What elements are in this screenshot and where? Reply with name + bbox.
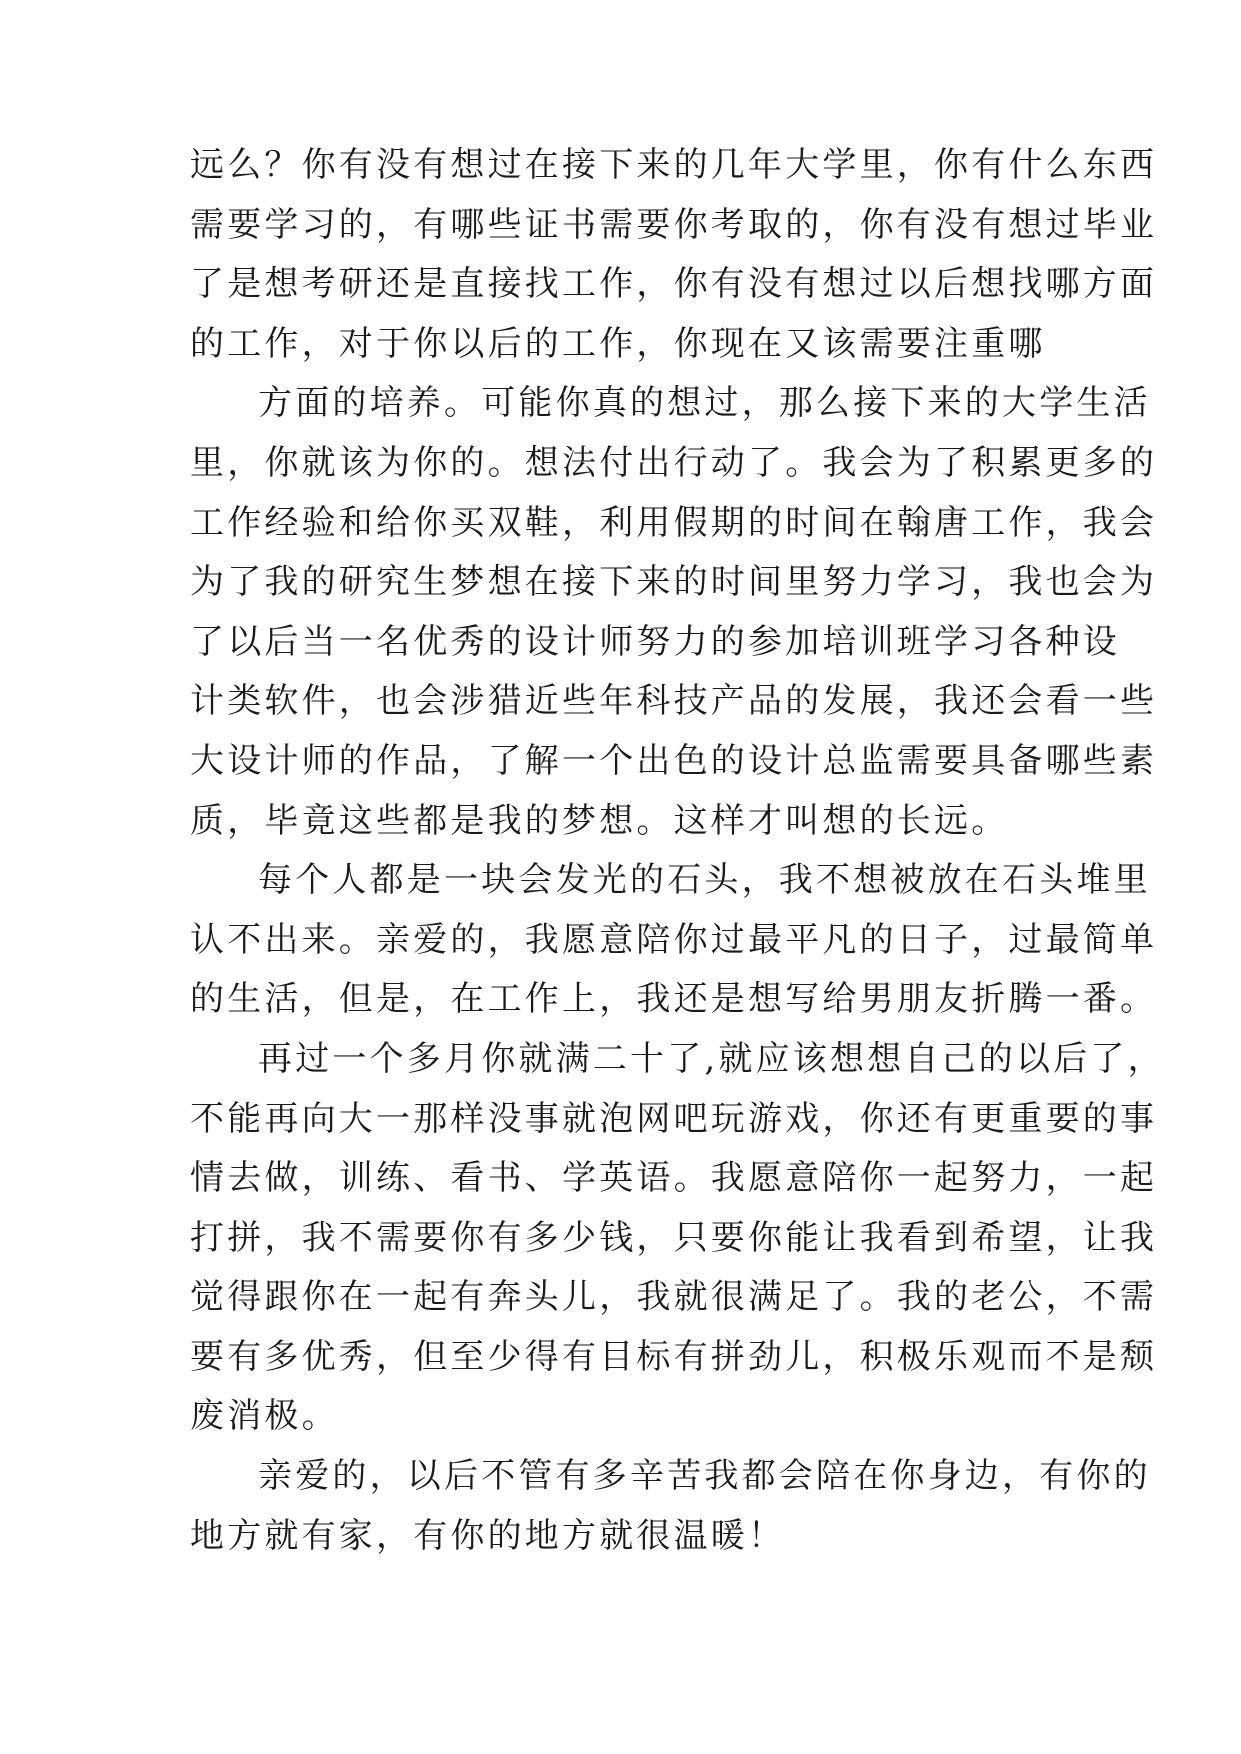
- paragraph-5: [190, 1447, 1151, 1566]
- text-line: 觉得跟你在一起有奔头儿，我就很满足了。我的老公，不需: [190, 1277, 1158, 1318]
- paragraph-3: [190, 851, 1158, 1030]
- text-line: 再过一个多月你就满二十了,就应该想想自己的以后了，: [258, 1038, 1165, 1079]
- paragraph-1: [190, 136, 1158, 374]
- text-line: 的生活，但是，在工作上，我还是想写给男朋友折腾一番。: [190, 979, 1158, 1020]
- text-line: 大设计师的作品，了解一个出色的设计总监需要具备哪些素: [190, 740, 1158, 781]
- text-line: 亲爱的，以后不管有多辛苦我都会陪在你身边，有你的: [258, 1456, 1151, 1497]
- text-line: 不能再向大一那样没事就泡网吧玩游戏，你还有更重要的事: [190, 1098, 1158, 1139]
- text-line: 计类软件，也会涉猎近些年科技产品的发展，我还会看一些: [190, 681, 1158, 722]
- text-line: 要有多优秀，但至少得有目标有拼劲儿，积极乐观而不是颓: [190, 1336, 1158, 1377]
- paragraph-4: [190, 1030, 1165, 1447]
- text-line: 方面的培养。可能你真的想过，那么接下来的大学生活: [258, 383, 1151, 424]
- text-line: 远么？你有没有想过在接下来的几年大学里，你有什么东西: [190, 145, 1158, 185]
- text-line: 工作经验和给你买双鞋，利用假期的时间在翰唐工作，我会: [190, 502, 1158, 543]
- text-line: 的工作，对于你以后的工作，你现在又该需要注重哪: [190, 323, 1046, 364]
- text-line: 需要学习的，有哪些证书需要你考取的，你有没有想过毕业: [190, 204, 1158, 245]
- text-line: 质，毕竟这些都是我的梦想。这样才叫想的长远。: [190, 800, 1009, 841]
- text-line: 地方就有家，有你的地方就很温暖！: [190, 1515, 786, 1556]
- text-line: 打拼，我不需要你有多少钱，只要你能让我看到希望，让我: [190, 1217, 1158, 1258]
- text-line: 了以后当一名优秀的设计师努力的参加培训班学习各种设: [190, 621, 1120, 662]
- text-line: 每个人都是一块会发光的石头，我不想被放在石头堆里: [258, 860, 1151, 901]
- text-line: 认不出来。亲爱的，我愿意陪你过最平凡的日子，过最简单: [190, 919, 1158, 960]
- text-line: 里，你就该为你的。想法付出行动了。我会为了积累更多的: [190, 442, 1158, 483]
- text-line: 废消极。: [190, 1396, 339, 1437]
- text-line: 了是想考研还是直接找工作，你有没有想过以后想找哪方面: [190, 264, 1158, 305]
- text-line: 情去做，训练、看书、学英语。我愿意陪你一起努力，一起: [190, 1158, 1158, 1199]
- paragraph-2: [190, 374, 1158, 851]
- document-body: [190, 136, 1165, 1566]
- text-line: 为了我的研究生梦想在接下来的时间里努力学习，我也会为: [190, 562, 1158, 603]
